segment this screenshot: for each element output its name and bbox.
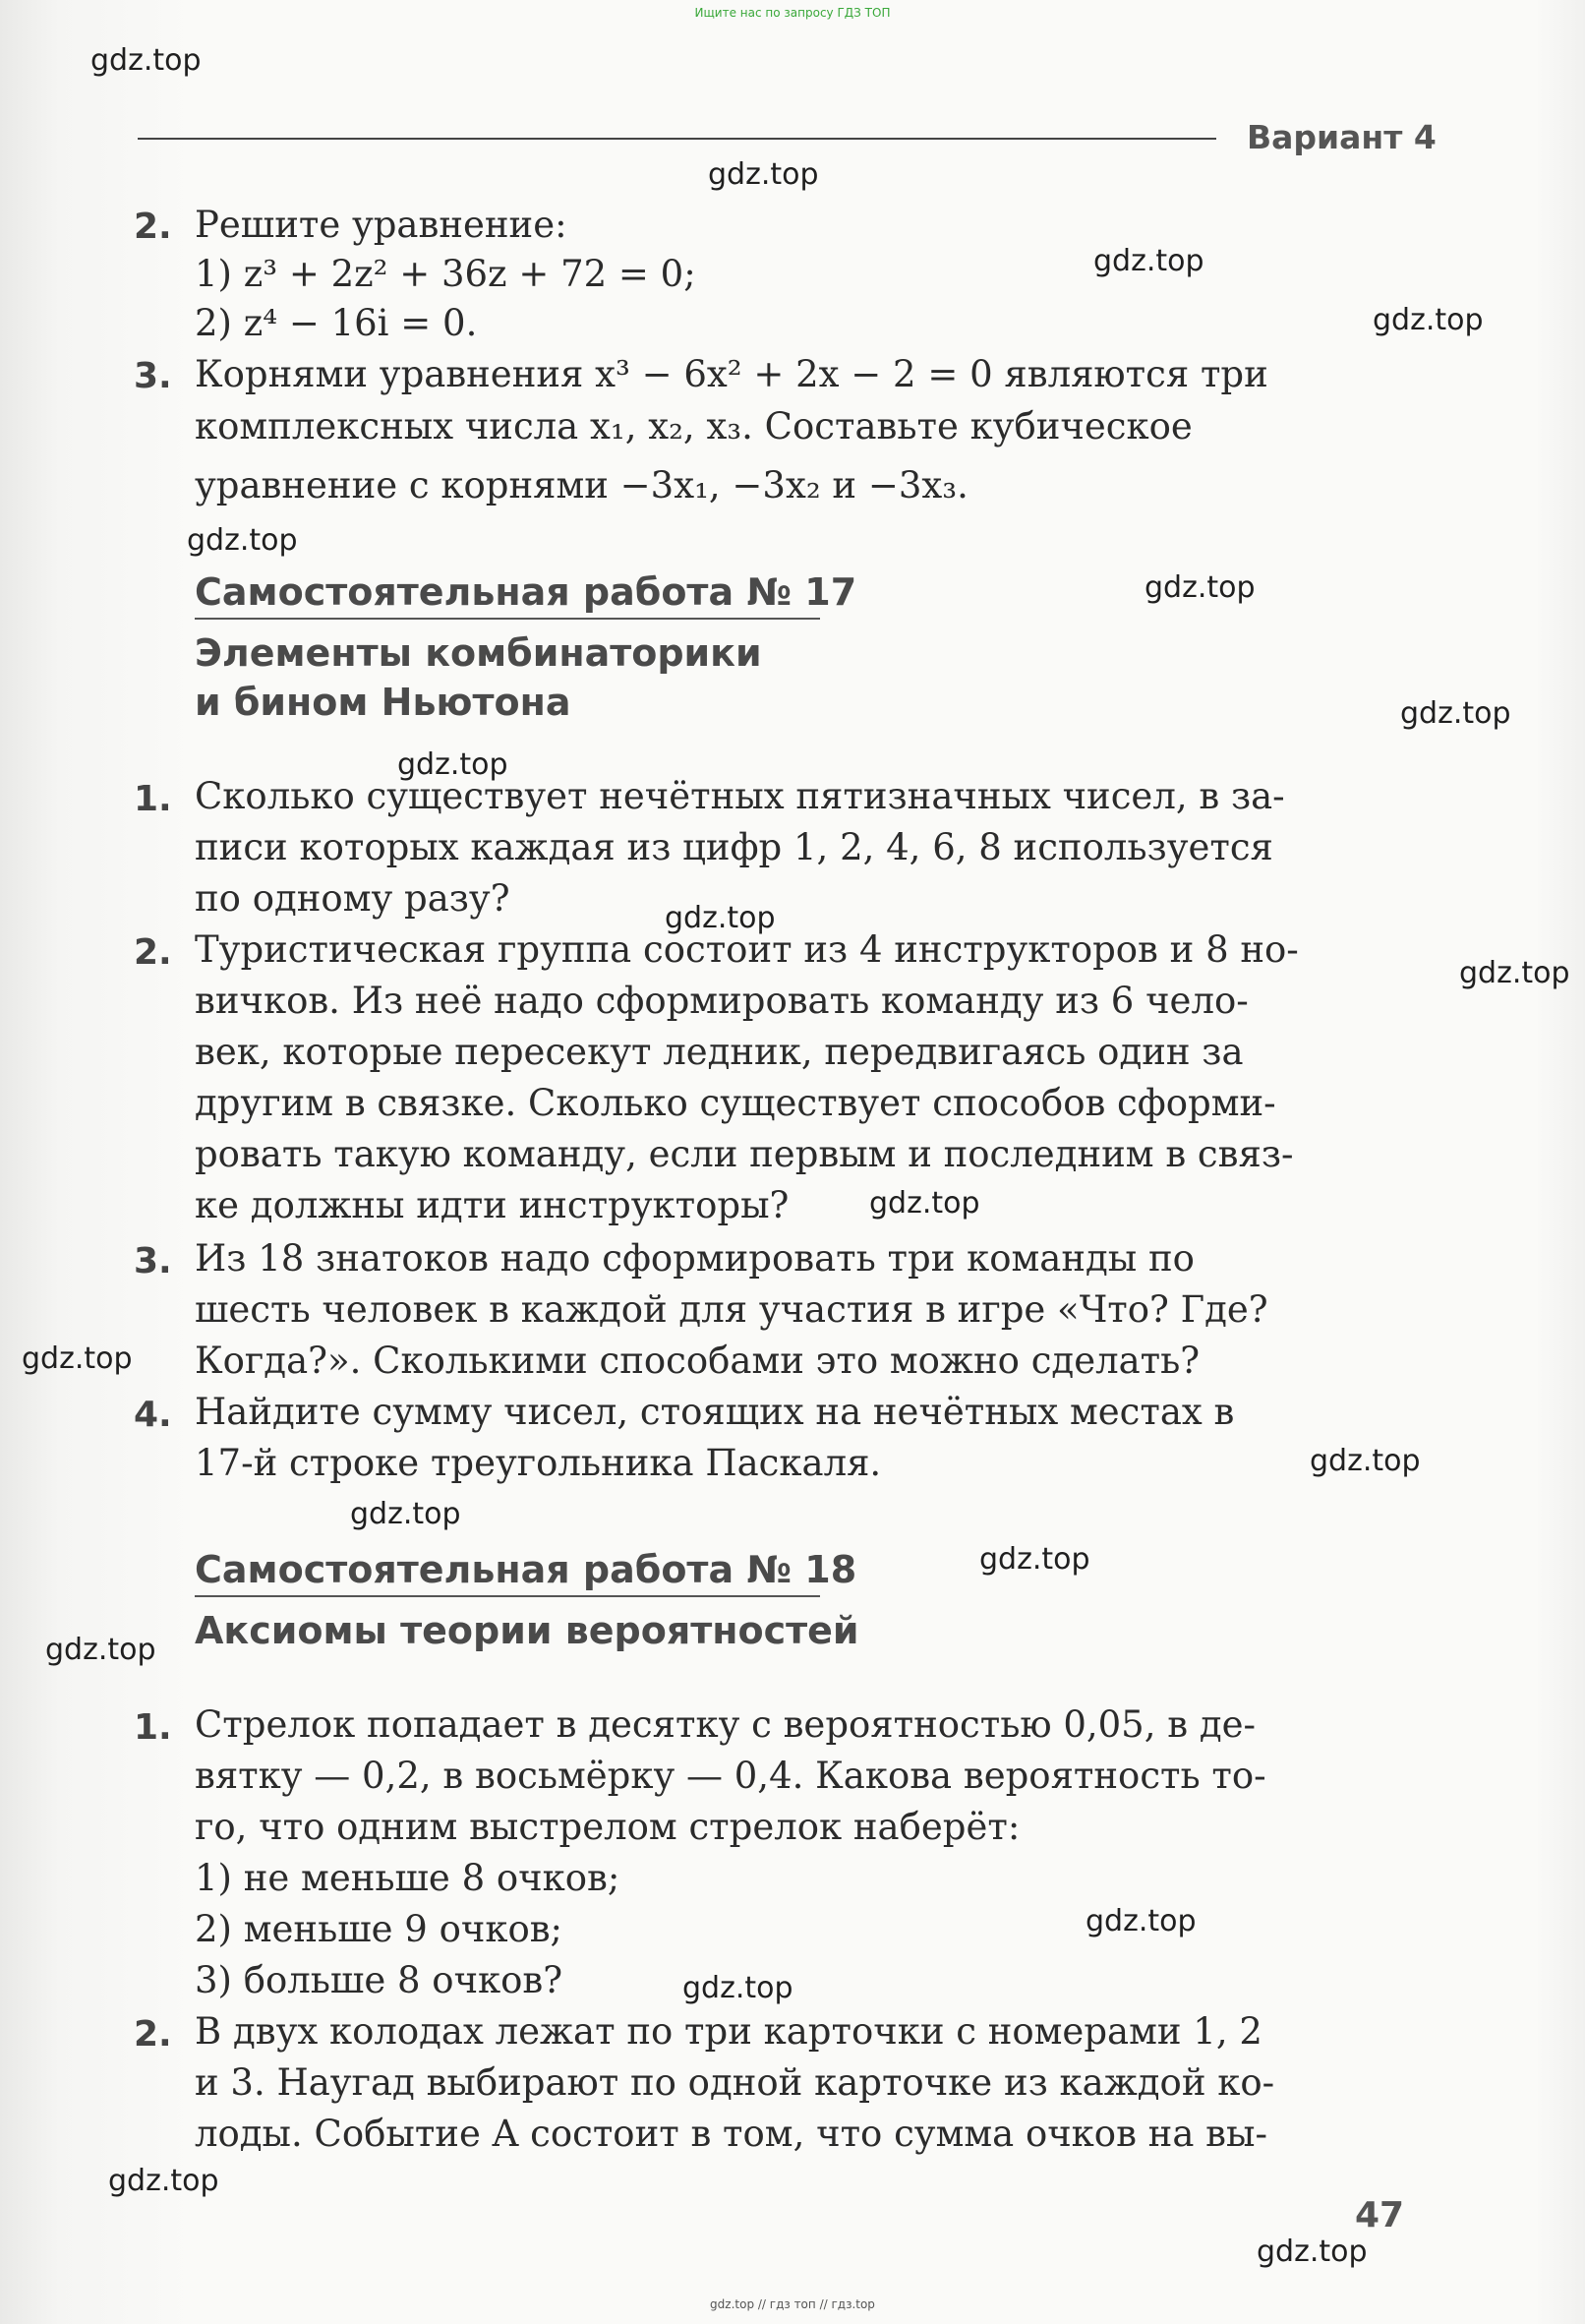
task-text: комплексных числа x₁, x₂, x₃. Составьте кубическое xyxy=(195,405,1193,447)
task-number: 1. xyxy=(134,1707,172,1748)
task-number: 2. xyxy=(134,932,172,973)
task-number: 1. xyxy=(134,779,172,819)
task-option: 1) не меньше 8 очков; xyxy=(195,1857,620,1899)
watermark: gdz.top xyxy=(1257,2235,1368,2269)
task-number: 2. xyxy=(134,207,172,247)
task-text: лоды. Событие A состоит в том, что сумма очков на вы- xyxy=(195,2113,1267,2155)
watermark: gdz.top xyxy=(708,157,819,192)
watermark: gdz.top xyxy=(1086,1904,1197,1938)
task-text: вятку — 0,2, в восьмёрку — 0,4. Какова вероятность то- xyxy=(195,1755,1266,1797)
task-text: ровать такую команду, если первым и последним в связ- xyxy=(195,1133,1294,1175)
task-option: 2) меньше 9 очков; xyxy=(195,1908,563,1950)
watermark: gdz.top xyxy=(1310,1444,1421,1478)
task-number: 3. xyxy=(134,356,172,396)
watermark: gdz.top xyxy=(682,1971,793,2005)
section-title: Самостоятельная работа № 18 xyxy=(195,1548,857,1591)
section-title: Самостоятельная работа № 17 xyxy=(195,570,857,614)
section-subtitle: и бином Ньютона xyxy=(195,681,571,724)
task-text: Из 18 знатоков надо сформировать три команды по xyxy=(195,1237,1195,1280)
watermark: gdz.top xyxy=(665,901,776,935)
watermark: gdz.top xyxy=(108,2164,219,2198)
task-text: Туристическая группа состоит из 4 инструкторов и 8 но- xyxy=(195,928,1299,971)
task-text: вичков. Из неё надо сформировать команду из 6 чело- xyxy=(195,980,1249,1022)
task-text: ке должны идти инструкторы? xyxy=(195,1184,790,1226)
top-search-note: Ищите нас по запросу ГДЗ ТОП xyxy=(694,6,891,20)
task-text: Найдите сумму чисел, стоящих на нечётных местах в xyxy=(195,1391,1235,1433)
watermark: gdz.top xyxy=(1145,570,1256,605)
watermark: gdz.top xyxy=(187,523,298,558)
task-text: 17-й строке треугольника Паскаля. xyxy=(195,1442,882,1484)
task-text: век, которые пересекут ледник, передвигаясь один за xyxy=(195,1031,1244,1073)
task-text: уравнение с корнями −3x₁, −3x₂ и −3x₃. xyxy=(195,464,969,507)
section-title-underline xyxy=(195,1595,820,1597)
header-rule xyxy=(138,138,1216,140)
watermark: gdz.top xyxy=(1459,956,1570,990)
page-number: 47 xyxy=(1355,2195,1405,2235)
task-text: Корнями уравнения x³ − 6x² + 2x − 2 = 0 являются три xyxy=(195,353,1268,395)
watermark: gdz.top xyxy=(1373,303,1484,337)
equation-line: 2) z⁴ − 16i = 0. xyxy=(195,302,478,344)
task-text: Стрелок попадает в десятку с вероятностью 0,05, в де- xyxy=(195,1703,1257,1746)
equation-line: 1) z³ + 2z² + 36z + 72 = 0; xyxy=(195,253,696,295)
watermark: gdz.top xyxy=(90,43,202,78)
section-subtitle: Элементы комбинаторики xyxy=(195,631,762,675)
task-text: по одному разу? xyxy=(195,877,510,920)
watermark: gdz.top xyxy=(869,1186,980,1221)
watermark: gdz.top xyxy=(45,1633,156,1667)
bottom-note: gdz.top // гдз топ // гдз.top xyxy=(710,2297,875,2311)
section-subtitle: Аксиомы теории вероятностей xyxy=(195,1609,859,1652)
task-text: Сколько существует нечётных пятизначных чисел, в за- xyxy=(195,775,1285,817)
watermark: gdz.top xyxy=(979,1542,1090,1577)
variant-label: Вариант 4 xyxy=(1247,118,1437,156)
watermark: gdz.top xyxy=(397,747,508,782)
watermark: gdz.top xyxy=(1093,244,1204,278)
section-title-underline xyxy=(195,618,820,620)
task-number: 2. xyxy=(134,2014,172,2055)
watermark: gdz.top xyxy=(350,1497,461,1531)
watermark: gdz.top xyxy=(1400,696,1511,731)
task-text: шесть человек в каждой для участия в игре «Что? Где? xyxy=(195,1288,1268,1331)
task-text: и 3. Наугад выбирают по одной карточке из каждой ко- xyxy=(195,2061,1275,2104)
task-option: 3) больше 8 очков? xyxy=(195,1959,563,2001)
task-text: писи которых каждая из цифр 1, 2, 4, 6, 8 используется xyxy=(195,826,1273,868)
task-text: другим в связке. Сколько существует способов сформи- xyxy=(195,1082,1276,1124)
task-number: 4. xyxy=(134,1395,172,1435)
watermark: gdz.top xyxy=(22,1341,133,1376)
task-text: Когда?». Сколькими способами это можно сделать? xyxy=(195,1340,1201,1382)
task-text: го, что одним выстрелом стрелок наберёт: xyxy=(195,1806,1021,1848)
task-number: 3. xyxy=(134,1241,172,1281)
task-text: Решите уравнение: xyxy=(195,204,567,246)
task-text: В двух колодах лежат по три карточки с номерами 1, 2 xyxy=(195,2010,1262,2053)
